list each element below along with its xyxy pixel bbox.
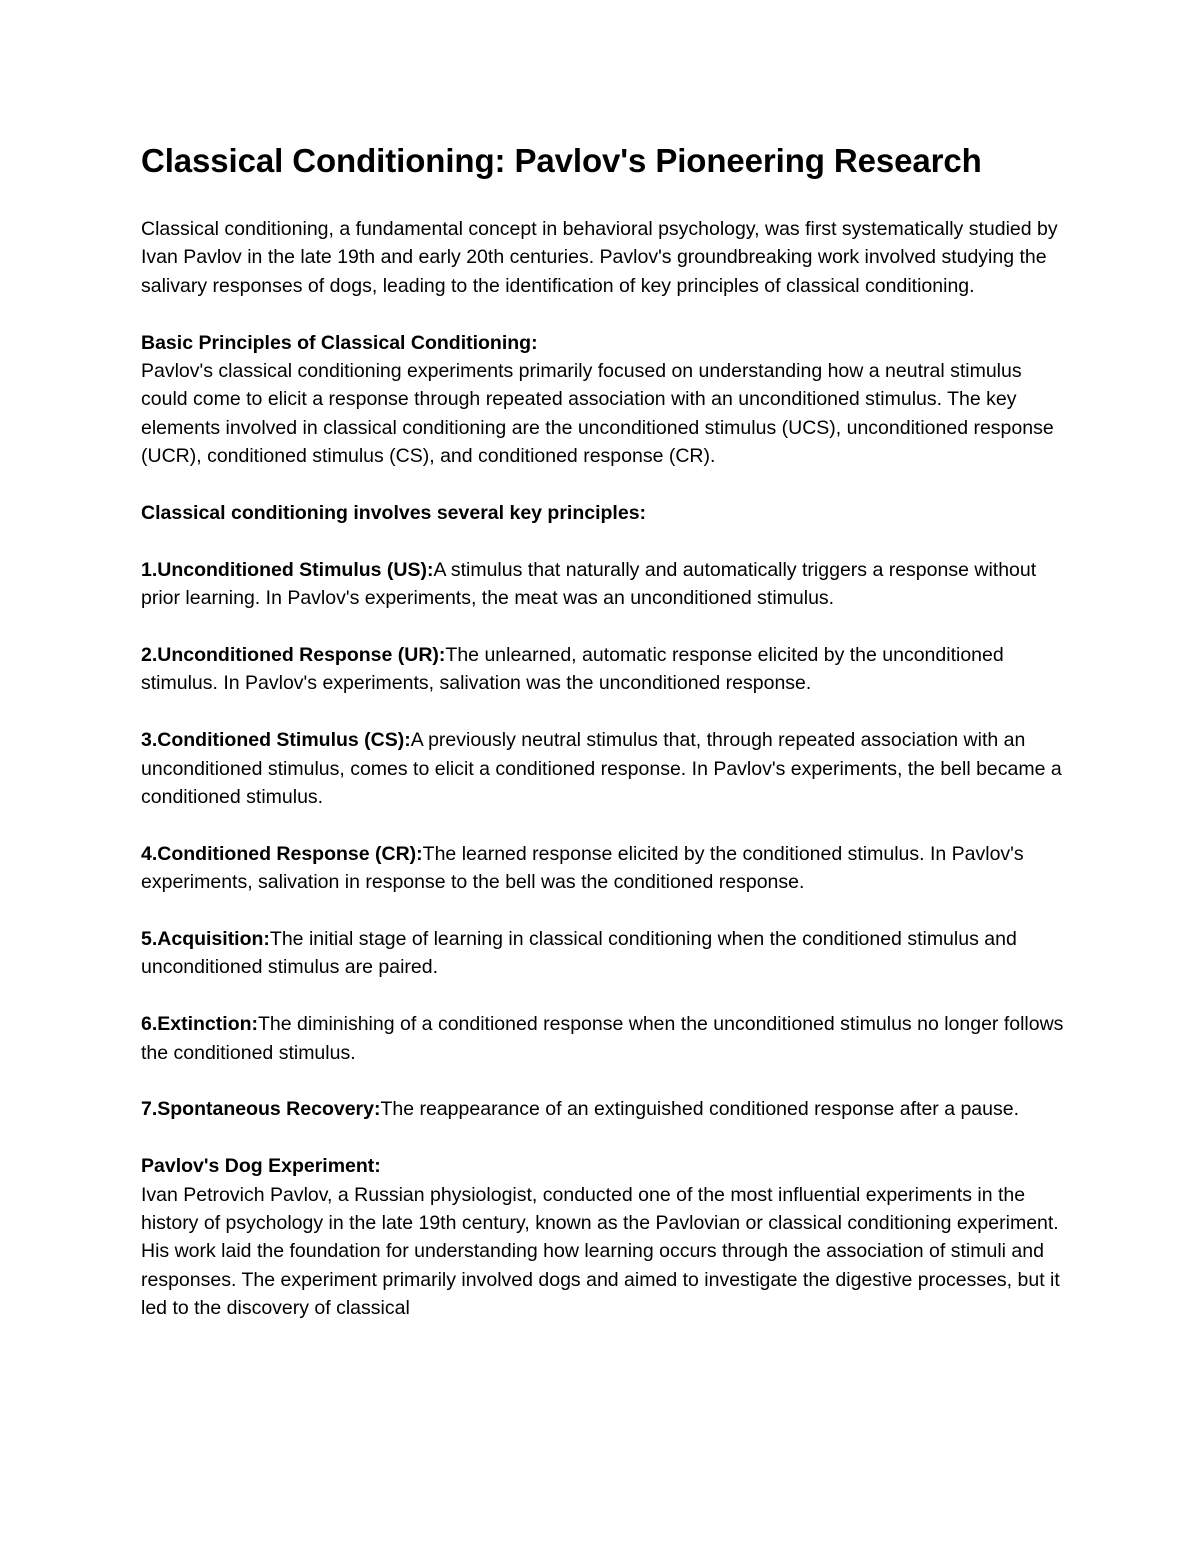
- basic-principles-section: [141, 329, 1071, 471]
- dog-experiment-heading: Pavlov's Dog Experiment:: [141, 1155, 381, 1178]
- spacer: [141, 300, 1071, 328]
- principle-term: 5.Acquisition:: [141, 928, 270, 951]
- principle-item-4: [141, 840, 1071, 897]
- spacer: [141, 613, 1071, 641]
- principle-term: 2.Unconditioned Response (UR):: [141, 644, 446, 667]
- spacer: [141, 811, 1071, 839]
- principle-term: 6.Extinction:: [141, 1013, 259, 1036]
- principle-term: 3.Conditioned Stimulus (CS):: [141, 729, 411, 752]
- principles-heading-text: Classical conditioning involves several key principles:: [141, 502, 647, 525]
- principle-text: The diminishing of a conditioned response when the unconditioned stimulus no longer follows the conditioned stimulus.: [141, 1013, 1064, 1064]
- principle-text: A previously neutral stimulus that, through repeated association with an unconditioned stimulus, comes to elicit a conditioned response. In Pavlov's experiments, the bell became a conditioned stimulus.: [141, 729, 1062, 809]
- principle-text: A stimulus that naturally and automatically triggers a response without prior learning. In Pavlov's experiments, the meat was an unconditioned stimulus.: [141, 558, 1037, 610]
- principle-term: 4.Conditioned Response (CR):: [141, 842, 423, 865]
- principle-item-1: [141, 556, 1071, 613]
- principle-item-6: [141, 1010, 1071, 1067]
- dog-experiment-section: [141, 1152, 1071, 1322]
- principle-text: The reappearance of an extinguished conditioned response after a pause.: [380, 1098, 1020, 1121]
- principle-term: 7.Spontaneous Recovery:: [141, 1098, 381, 1121]
- spacer: [141, 471, 1071, 499]
- spacer: [141, 527, 1071, 555]
- principle-item-5: [141, 925, 1071, 982]
- document-page: [141, 141, 1071, 1323]
- spacer: [141, 1067, 1071, 1095]
- principles-heading: [141, 499, 1071, 527]
- basic-principles-heading: Basic Principles of Classical Conditioning:: [141, 331, 538, 354]
- dog-experiment-text: Ivan Petrovich Pavlov, a Russian physiologist, conducted one of the most influential experiments in the history of psychology in the late 19th century, known as the Pavlovian or classical conditioning experiment. His work laid the foundation for understanding how learning occurs through the association of stimuli and responses. The experiment primarily involved dogs and aimed to investigate the digestive processes, but it led to the discovery of classical: [141, 1183, 1060, 1320]
- principle-item-7: [141, 1095, 1071, 1123]
- principle-text: The unlearned, automatic response elicited by the unconditioned stimulus. In Pavlov's experiments, salivation was the unconditioned response.: [141, 644, 1004, 695]
- spacer: [141, 982, 1071, 1010]
- page-title: Classical Conditioning: Pavlov's Pioneering Research: [141, 142, 982, 179]
- basic-principles-text: Pavlov's classical conditioning experiments primarily focused on understanding how a neutral stimulus could come to elicit a response through repeated association with an unconditioned stimulus. The key elements involved in classical conditioning are the unconditioned stimulus (UCS), unconditioned response (UCR), conditioned stimulus (CS), and conditioned response (CR).: [141, 360, 1054, 468]
- principle-term: 1.Unconditioned Stimulus (US):: [141, 558, 434, 581]
- spacer: [141, 1124, 1071, 1152]
- principle-text: The initial stage of learning in classical conditioning when the conditioned stimulus and unconditioned stimulus are paired.: [141, 928, 1017, 979]
- intro-paragraph: Classical conditioning, a fundamental concept in behavioral psychology, was first systematically studied by Ivan Pavlov in the late 19th and early 20th centuries. Pavlov's groundbreaking work involved studying the salivary responses of dogs, leading to the identification of key principles of classical conditioning.: [141, 218, 1058, 297]
- principle-item-2: [141, 641, 1071, 698]
- principle-item-3: [141, 726, 1071, 811]
- principle-text: The learned response elicited by the conditioned stimulus. In Pavlov's experiments, salivation in response to the bell was the conditioned response.: [141, 842, 1024, 894]
- spacer: [141, 897, 1071, 925]
- spacer: [141, 698, 1071, 726]
